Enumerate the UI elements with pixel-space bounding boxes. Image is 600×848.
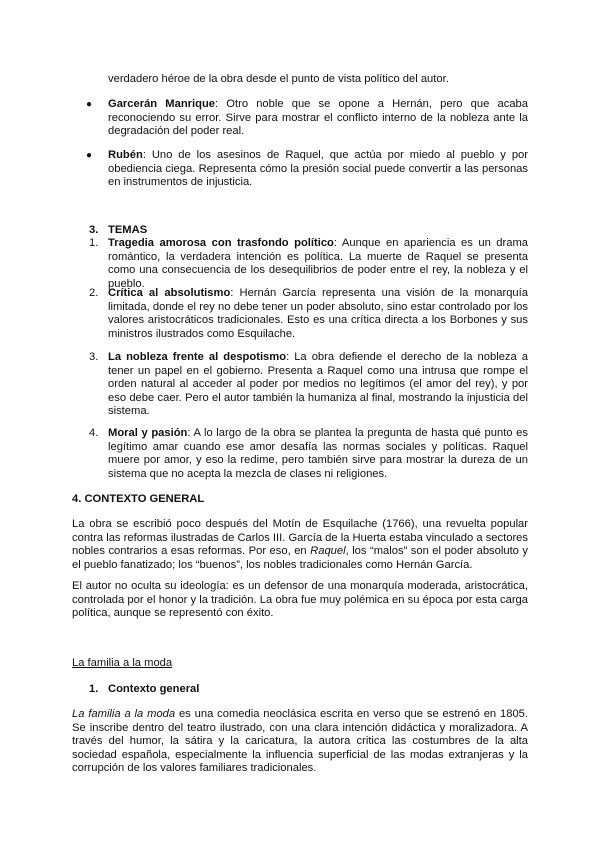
section-heading-familia: La familia a la moda (72, 657, 173, 669)
temas-heading: TEMAS (108, 224, 148, 236)
temas-number: 3. (89, 224, 99, 236)
character-garceran: Garcerán Manrique: Otro noble que se opone a Hernán, pero que acaba reconociendo su error. Sirve para mostrar el conflicto interno de la nobleza ante la degradación del poder real. (108, 98, 528, 138)
character-ruben: Rubén: Uno de los asesinos de Raquel, que actúa por miedo al pueblo y por obediencia ciega. Representa cómo la presión social puede convertir a las personas en instrumentos de injusticia. (108, 149, 528, 189)
continued-line: verdadero héroe de la obra desde el punto de vista político del autor. (108, 73, 449, 85)
familia-paragraph: La familia a la moda es una comedia neoclásica escrita en verso que se estrenó en 1805. Se inscribe dentro del teatro ilustrado, con una clara intención didáctica y moralizadora. A través del humor, la sátira y la caricatura, la autora critica las costumbres de la alta sociedad española, especialmente la influencia superficial de las modas extranjeras y la corrupción de los valores familiares tradicionales. (72, 708, 528, 775)
subsection-number: 1. (89, 683, 99, 695)
bullet-icon: ● (86, 150, 93, 161)
character-name: Rubén (108, 149, 143, 161)
character-name: Garcerán Manrique (108, 98, 216, 110)
tema-number: 2. (89, 287, 99, 299)
tema-number: 3. (89, 351, 99, 363)
contexto-paragraph-2: El autor no oculta su ideología: es un defensor de una monarquía moderada, aristocrática, controlada por el honor y la tradición. La obra fue muy polémica en su época por esta carga política, aunque se representó con éxito. (72, 580, 528, 620)
tema-item: La nobleza frente al despotismo: La obra defiende el derecho de la nobleza a tener un papel en el gobierno. Presenta a Raquel como una intrusa que rompe el orden natural al acceder al poder por medios no legítimos (el amor del rey), y por eso debe caer. Pero el autor también la humaniza al final, mostrando la injusticia del sistema. (108, 351, 528, 418)
tema-number: 1. (89, 237, 99, 249)
bullet-icon: ● (86, 99, 93, 110)
tema-item: Tragedia amorosa con trasfondo político: Aunque en apariencia es un drama romántico, la verdadera intención es política. La muerte de Raquel se presenta como una consecuencia de los desequilibrios de poder entre el rey, la nobleza y el pueblo. (108, 237, 529, 290)
tema-item: Crítica al absolutismo: Hernán García representa una visión de la monarquía limitada, donde el rey no debe tener un poder absoluto, sino estar controlado por los valores aristocráticos tradicionales. Esto es una crítica directa a los Borbones y sus ministros ilustrados como Esquilache. (108, 287, 528, 340)
tema-number: 4. (89, 427, 99, 439)
tema-item: Moral y pasión: A lo largo de la obra se plantea la pregunta de hasta qué punto es legítimo amar cuando ese amor desafía las normas sociales y políticas. Raquel muere por amor, y eso la redime, pero también sirve para mostrar la dureza de un sistema que no acepta la mezcla de clases ni religiones. (108, 427, 528, 480)
contexto-heading: 4. CONTEXTO GENERAL (72, 493, 205, 505)
contexto-paragraph-1: La obra se escribió poco después del Motín de Esquilache (1766), una revuelta popular contra las reformas ilustradas de Carlos III. García de la Huerta estaba vinculado a sectores nobles contrarios a esas reformas. Por eso, en Raquel, los “malos” son el poder absoluto y el pueblo fanatizado; los “buenos”, los nobles tradicionales como Hernán García. (72, 518, 528, 571)
subsection-heading: Contexto general (108, 683, 200, 695)
